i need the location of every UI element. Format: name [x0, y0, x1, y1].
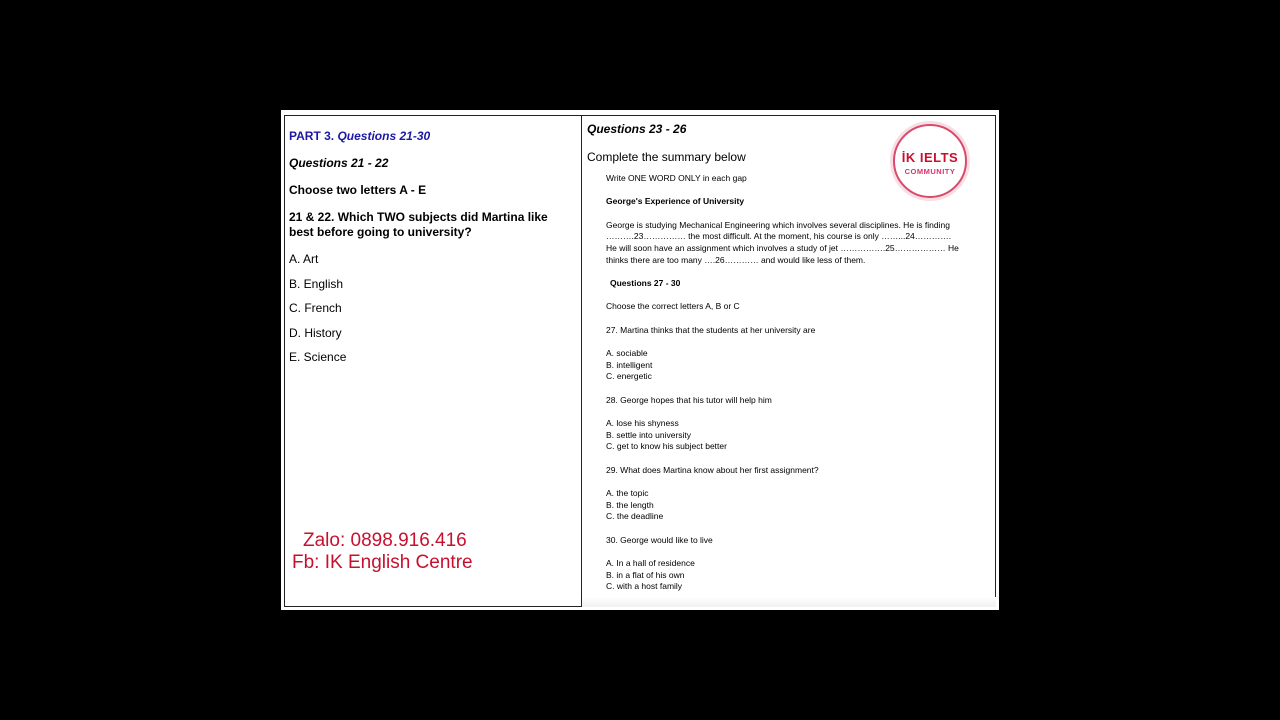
- q28-option-a: A. lose his shyness: [606, 417, 679, 428]
- worksheet: [281, 110, 999, 610]
- q29-option-c: C. the deadline: [606, 511, 664, 522]
- option-b: B. English: [289, 276, 344, 291]
- q27-option-c: C. energetic: [606, 371, 652, 382]
- option-d: D. History: [289, 325, 342, 340]
- part-questions: Questions 21-30: [337, 129, 431, 143]
- questions-27-30-heading: Questions 27 - 30: [610, 278, 681, 288]
- part-heading: [289, 129, 574, 143]
- q27-option-a: A. sociable: [606, 347, 648, 358]
- question-30: 30. George would like to live: [606, 534, 713, 545]
- questions-21-22-heading: Questions 21 - 22: [289, 156, 389, 170]
- summary-line: He will soon have an assignment which involves a study of jet …………….25……………… He: [606, 243, 959, 253]
- zalo-contact: Zalo: 0898.916.416: [303, 530, 467, 551]
- summary-line: George is studying Mechanical Engineering which involves several disciplines. He is finding: [606, 219, 950, 230]
- q30-option-c: C. with a host family: [606, 581, 683, 592]
- question-21-22: 21 & 22. Which TWO subjects did Martina like best before going to university?: [289, 210, 548, 239]
- choose-instruction: Choose two letters A - E: [289, 183, 427, 197]
- option-c: C. French: [289, 301, 342, 315]
- questions-23-26-heading: Questions 23 - 26: [587, 122, 687, 136]
- part-prefix: PART 3.: [289, 129, 335, 143]
- choose-abc-instruction: Choose the correct letters A, B or C: [606, 301, 740, 312]
- column-divider: [581, 115, 582, 607]
- q30-option-a: A. In a hall of residence: [606, 557, 695, 568]
- question-28: 28. George hopes that his tutor will help him: [606, 394, 772, 405]
- q28-option-c: C. get to know his subject better: [606, 441, 727, 452]
- summary-intro: Complete the summary below: [587, 150, 746, 164]
- summary-title: George's Experience of University: [606, 196, 745, 207]
- left-column: [289, 129, 574, 375]
- summary-line: ……….23…………… the most difficult. At the moment, his course is only ……...24………….: [606, 231, 952, 242]
- bottom-fade: [582, 597, 996, 607]
- option-e: E. Science: [289, 350, 347, 364]
- summary-line: thinks there are too many ….26………… and would like less of them.: [606, 254, 866, 265]
- ik-ielts-logo: [893, 124, 967, 198]
- logo-subtitle: COMMUNITY: [904, 167, 956, 176]
- summary-section: [606, 173, 987, 593]
- contact-watermark: [292, 530, 473, 574]
- q29-option-b: B. the length: [606, 499, 654, 510]
- q27-option-b: B. intelligent: [606, 359, 653, 370]
- facebook-contact: Fb: IK English Centre: [292, 552, 473, 573]
- question-27: 27. Martina thinks that the students at her university are: [606, 324, 816, 335]
- option-a: A. Art: [289, 252, 319, 266]
- q28-option-b: B. settle into university: [606, 429, 692, 440]
- question-29: 29. What does Martina know about her first assignment?: [606, 464, 819, 475]
- logo-title: İK IELTS: [901, 150, 959, 165]
- write-instruction: Write ONE WORD ONLY in each gap: [606, 173, 747, 183]
- q30-option-b: B. in a flat of his own: [606, 569, 685, 580]
- q29-option-a: A. the topic: [606, 487, 649, 498]
